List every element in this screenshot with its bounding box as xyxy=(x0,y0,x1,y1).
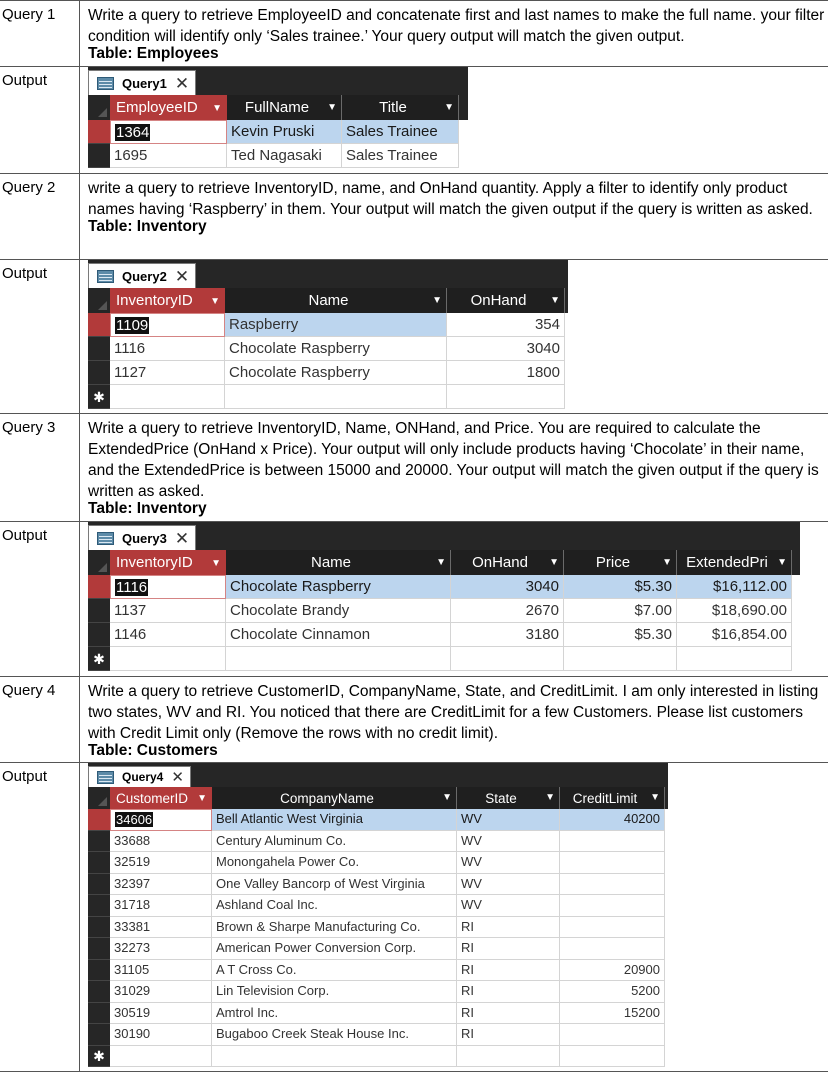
table-row[interactable] xyxy=(88,895,668,917)
record-selector[interactable] xyxy=(88,623,110,647)
cell-empty[interactable] xyxy=(110,1046,212,1068)
dropdown-arrow-icon[interactable]: ▼ xyxy=(211,558,221,569)
cell-customerid[interactable]: 32519 xyxy=(110,852,212,874)
cell-name[interactable]: Chocolate Cinnamon xyxy=(226,623,451,647)
cell-state[interactable]: RI xyxy=(457,960,560,982)
table-row[interactable] xyxy=(88,981,668,1003)
cell-name[interactable]: Chocolate Raspberry xyxy=(225,361,447,385)
cell-state[interactable]: WV xyxy=(457,809,560,831)
dropdown-arrow-icon[interactable]: ▼ xyxy=(210,296,220,307)
cell-price[interactable]: $7.00 xyxy=(564,599,677,623)
cell-companyname[interactable]: A T Cross Co. xyxy=(212,960,457,982)
cell-inventoryid[interactable]: 1146 xyxy=(110,623,226,647)
record-selector[interactable] xyxy=(88,831,110,853)
dropdown-arrow-icon[interactable]: ▼ xyxy=(432,295,442,306)
record-selector[interactable] xyxy=(88,575,110,599)
query4-row xyxy=(0,677,828,763)
table-row[interactable] xyxy=(88,1003,668,1025)
cell-customerid[interactable]: 30519 xyxy=(110,1003,212,1025)
cell-name[interactable]: Chocolate Raspberry xyxy=(225,337,447,361)
query1-header-row xyxy=(88,95,468,120)
column-header-onhand[interactable]: OnHand ▼ xyxy=(447,288,565,313)
record-selector[interactable] xyxy=(88,809,110,831)
cell-empty[interactable] xyxy=(447,385,565,409)
query1-table-name: Table: Employees xyxy=(88,45,219,62)
query3-label: Query 3 xyxy=(0,414,80,521)
cell-extendedprice[interactable]: $16,112.00 xyxy=(677,575,792,599)
table-row[interactable] xyxy=(88,831,668,853)
cell-customerid[interactable]: 33688 xyxy=(110,831,212,853)
table-row[interactable] xyxy=(88,599,800,623)
cell-state[interactable]: RI xyxy=(457,1024,560,1046)
cell-onhand[interactable]: 1800 xyxy=(447,361,565,385)
cell-fullname[interactable]: Kevin Pruski xyxy=(227,120,342,144)
cell-title[interactable]: Sales Trainee xyxy=(342,120,459,144)
record-selector[interactable] xyxy=(88,917,110,939)
query1-row xyxy=(0,1,828,67)
query2-row xyxy=(0,174,828,260)
cell-state[interactable]: RI xyxy=(457,981,560,1003)
query2-grid xyxy=(88,288,568,409)
query3-table-name: Table: Inventory xyxy=(88,500,207,517)
cell-extendedprice[interactable]: $18,690.00 xyxy=(677,599,792,623)
cell-state[interactable]: RI xyxy=(457,917,560,939)
cell-creditlimit[interactable]: 15200 xyxy=(560,1003,665,1025)
cell-creditlimit[interactable]: 5200 xyxy=(560,981,665,1003)
column-header-name[interactable]: Name ▼ xyxy=(225,288,447,313)
cell-state[interactable]: RI xyxy=(457,938,560,960)
query-icon xyxy=(97,532,114,545)
column-header-onhand[interactable]: OnHand ▼ xyxy=(451,550,564,575)
column-header-fullname[interactable]: FullName ▼ xyxy=(227,95,342,120)
table-row[interactable] xyxy=(88,337,568,361)
cell-employeeid[interactable]: 1364 xyxy=(110,120,227,144)
query2-tab-title: Query2 xyxy=(122,268,167,284)
cell-inventoryid[interactable]: 1116 xyxy=(110,575,226,599)
table-row[interactable] xyxy=(88,938,668,960)
cell-onhand[interactable]: 3180 xyxy=(451,623,564,647)
cell-state[interactable]: WV xyxy=(457,874,560,896)
cell-state[interactable]: WV xyxy=(457,895,560,917)
query2-text-cell xyxy=(80,174,828,259)
query3-row xyxy=(0,414,828,522)
query4-grid xyxy=(88,787,668,1067)
column-header-state[interactable]: State ▼ xyxy=(457,787,560,809)
dropdown-arrow-icon[interactable]: ▼ xyxy=(436,557,446,568)
cell-title[interactable]: Sales Trainee xyxy=(342,144,459,168)
query2-table-name: Table: Inventory xyxy=(88,218,207,235)
cell-name[interactable]: Raspberry xyxy=(225,313,447,337)
cell-customerid[interactable]: 34606 xyxy=(110,809,212,831)
output4-row xyxy=(0,763,828,1072)
table-row[interactable] xyxy=(88,960,668,982)
query-icon xyxy=(97,77,114,90)
cell-empty[interactable] xyxy=(564,647,677,671)
column-header-name[interactable]: Name ▼ xyxy=(226,550,451,575)
cell-employeeid[interactable]: 1695 xyxy=(110,144,227,168)
dropdown-arrow-icon[interactable]: ▼ xyxy=(212,103,222,114)
query1-datasheet xyxy=(88,67,468,168)
cell-empty[interactable] xyxy=(226,647,451,671)
cell-empty[interactable] xyxy=(225,385,447,409)
cell-empty[interactable] xyxy=(110,647,226,671)
table-row[interactable] xyxy=(88,623,800,647)
query3-text-cell xyxy=(80,414,828,521)
column-header-customerid[interactable]: CustomerID ▼ xyxy=(110,787,212,809)
column-header-inventoryid[interactable]: InventoryID ▼ xyxy=(110,288,225,313)
query4-body xyxy=(88,809,668,1046)
cell-companyname[interactable]: Bell Atlantic West Virginia xyxy=(212,809,457,831)
cell-creditlimit[interactable] xyxy=(560,938,665,960)
close-icon[interactable]: ✕ xyxy=(174,528,190,548)
cell-companyname[interactable]: Bugaboo Creek Steak House Inc. xyxy=(212,1024,457,1046)
query4-instructions: Write a query to retrieve CustomerID, CompanyName, State, and CreditLimit. I am only interested in listing two states, WV and RI. You noticed that there are CreditLimit for a few Customers. Please list customers with Credit Limit only (Remove the rows with no credit limit). xyxy=(88,683,819,742)
dropdown-arrow-icon[interactable]: ▼ xyxy=(327,102,337,113)
column-header-inventoryid[interactable]: InventoryID ▼ xyxy=(110,550,226,575)
table-row[interactable] xyxy=(88,809,668,831)
output1-cell xyxy=(80,67,828,173)
query3-grid xyxy=(88,550,800,671)
cell-empty[interactable] xyxy=(560,1046,665,1068)
output4-label: Output xyxy=(0,763,80,1071)
cell-state[interactable]: RI xyxy=(457,1003,560,1025)
close-icon[interactable]: ✕ xyxy=(174,73,190,93)
dropdown-arrow-icon[interactable]: ▼ xyxy=(197,793,207,804)
table-row[interactable] xyxy=(88,874,668,896)
record-selector[interactable] xyxy=(88,895,110,917)
cell-creditlimit[interactable]: 40200 xyxy=(560,809,665,831)
cell-inventoryid[interactable]: 1127 xyxy=(110,361,225,385)
record-selector[interactable] xyxy=(88,1024,110,1046)
dropdown-arrow-icon[interactable]: ▼ xyxy=(545,792,555,803)
cell-empty[interactable] xyxy=(677,647,792,671)
output1-label: Output xyxy=(0,67,80,173)
query-icon xyxy=(97,771,114,784)
query3-instructions: Write a query to retrieve InventoryID, Name, ONHand, and Price. You are required to calculate the ExtendedPrice (OnHand x Price). Your output will only include products having ‘Chocolate’ in their name, and the ExtendedPrice is between 15000 and 20000. Your output will match the given output if the query is written as asked. xyxy=(88,420,819,500)
select-all-corner[interactable] xyxy=(88,288,110,313)
cell-companyname[interactable]: Brown & Sharpe Manufacturing Co. xyxy=(212,917,457,939)
cell-customerid[interactable]: 32273 xyxy=(110,938,212,960)
select-all-corner[interactable] xyxy=(88,550,110,575)
query3-tab[interactable] xyxy=(88,525,196,550)
dropdown-arrow-icon[interactable]: ▼ xyxy=(777,557,787,568)
new-record-icon[interactable]: ✱ xyxy=(88,1046,110,1068)
cell-creditlimit[interactable] xyxy=(560,852,665,874)
cell-creditlimit[interactable] xyxy=(560,1024,665,1046)
cell-empty[interactable] xyxy=(451,647,564,671)
record-selector[interactable] xyxy=(88,874,110,896)
cell-price[interactable]: $5.30 xyxy=(564,623,677,647)
record-selector[interactable] xyxy=(88,1003,110,1025)
new-record-icon[interactable]: ✱ xyxy=(88,385,110,409)
cell-onhand[interactable]: 2670 xyxy=(451,599,564,623)
dropdown-arrow-icon[interactable]: ▼ xyxy=(550,295,560,306)
query4-tab[interactable] xyxy=(88,766,191,787)
dropdown-arrow-icon[interactable]: ▼ xyxy=(442,792,452,803)
query2-label: Query 2 xyxy=(0,174,80,259)
cell-empty[interactable] xyxy=(212,1046,457,1068)
query4-label: Query 4 xyxy=(0,677,80,762)
record-selector[interactable] xyxy=(88,337,110,361)
new-record-row[interactable] xyxy=(88,385,568,409)
column-header-price[interactable]: Price ▼ xyxy=(564,550,677,575)
new-record-row[interactable] xyxy=(88,1046,668,1068)
query2-header-row xyxy=(88,288,568,313)
record-selector[interactable] xyxy=(88,960,110,982)
table-row[interactable] xyxy=(88,120,468,144)
output3-cell xyxy=(80,522,828,676)
new-record-row[interactable] xyxy=(88,647,800,671)
column-header-extendedprice[interactable]: ExtendedPri ▼ xyxy=(677,550,792,575)
query2-datasheet xyxy=(88,260,568,409)
query-icon xyxy=(97,270,114,283)
record-selector[interactable] xyxy=(88,599,110,623)
cell-customerid[interactable]: 31105 xyxy=(110,960,212,982)
query4-table-name: Table: Customers xyxy=(88,742,218,759)
output3-row xyxy=(0,522,828,677)
cell-creditlimit[interactable]: 20900 xyxy=(560,960,665,982)
query1-text-cell xyxy=(80,1,828,66)
cell-companyname[interactable]: Ashland Coal Inc. xyxy=(212,895,457,917)
cell-companyname[interactable]: American Power Conversion Corp. xyxy=(212,938,457,960)
column-header-title[interactable]: Title ▼ xyxy=(342,95,459,120)
cell-creditlimit[interactable] xyxy=(560,895,665,917)
table-row[interactable] xyxy=(88,917,668,939)
table-row[interactable] xyxy=(88,575,800,599)
cell-companyname[interactable]: Monongahela Power Co. xyxy=(212,852,457,874)
table-row[interactable] xyxy=(88,361,568,385)
cell-creditlimit[interactable] xyxy=(560,874,665,896)
record-selector[interactable] xyxy=(88,144,110,168)
cell-customerid[interactable]: 32397 xyxy=(110,874,212,896)
query2-tab[interactable] xyxy=(88,263,196,288)
cell-fullname[interactable]: Ted Nagasaki xyxy=(227,144,342,168)
record-selector[interactable] xyxy=(88,313,110,337)
close-icon[interactable]: ✕ xyxy=(174,266,190,286)
cell-companyname[interactable]: Century Aluminum Co. xyxy=(212,831,457,853)
query4-tab-title: Query4 xyxy=(122,769,164,784)
dropdown-arrow-icon[interactable]: ▼ xyxy=(662,557,672,568)
cell-inventoryid[interactable]: 1109 xyxy=(110,313,225,337)
cell-companyname[interactable]: Lin Television Corp. xyxy=(212,981,457,1003)
select-all-corner[interactable] xyxy=(88,787,110,809)
cell-empty[interactable] xyxy=(110,385,225,409)
record-selector[interactable] xyxy=(88,852,110,874)
query4-tab-strip xyxy=(88,763,668,787)
dropdown-arrow-icon[interactable]: ▼ xyxy=(650,792,660,803)
cell-state[interactable]: WV xyxy=(457,852,560,874)
query4-text-cell xyxy=(80,677,828,762)
column-header-companyname[interactable]: CompanyName ▼ xyxy=(212,787,457,809)
cell-creditlimit[interactable] xyxy=(560,831,665,853)
record-selector[interactable] xyxy=(88,938,110,960)
record-selector[interactable] xyxy=(88,981,110,1003)
query1-tab-title: Query1 xyxy=(122,75,167,91)
cell-price[interactable]: $5.30 xyxy=(564,575,677,599)
query1-label: Query 1 xyxy=(0,1,80,66)
query3-datasheet xyxy=(88,522,800,671)
record-selector[interactable] xyxy=(88,120,110,144)
cell-creditlimit[interactable] xyxy=(560,917,665,939)
output1-row xyxy=(0,67,828,174)
query1-instructions: Write a query to retrieve EmployeeID and concatenate first and last names to make the full name. your filter condition will identify only ‘Sales trainee.’ Your query output will match the given output. xyxy=(88,7,825,45)
record-selector[interactable] xyxy=(88,361,110,385)
output2-label: Output xyxy=(0,260,80,413)
query4-header-row xyxy=(88,787,668,809)
output2-row xyxy=(0,260,828,414)
cell-inventoryid[interactable]: 1137 xyxy=(110,599,226,623)
query1-tab[interactable] xyxy=(88,70,196,95)
cell-onhand[interactable]: 3040 xyxy=(451,575,564,599)
cell-customerid[interactable]: 30190 xyxy=(110,1024,212,1046)
table-row[interactable] xyxy=(88,144,468,168)
cell-inventoryid[interactable]: 1116 xyxy=(110,337,225,361)
cell-state[interactable]: WV xyxy=(457,831,560,853)
query3-tab-title: Query3 xyxy=(122,530,167,546)
output4-cell xyxy=(80,763,828,1071)
dropdown-arrow-icon[interactable]: ▼ xyxy=(444,102,454,113)
query4-datasheet xyxy=(88,763,668,1067)
close-icon[interactable]: ✕ xyxy=(171,768,184,786)
cell-empty[interactable] xyxy=(457,1046,560,1068)
cell-name[interactable]: Chocolate Raspberry xyxy=(226,575,451,599)
select-all-corner[interactable] xyxy=(88,95,110,120)
output2-cell xyxy=(80,260,828,413)
cell-customerid[interactable]: 31718 xyxy=(110,895,212,917)
cell-customerid[interactable]: 31029 xyxy=(110,981,212,1003)
query1-grid xyxy=(88,95,468,168)
column-header-employeeid[interactable]: EmployeeID ▼ xyxy=(110,95,227,120)
cell-onhand[interactable]: 3040 xyxy=(447,337,565,361)
cell-extendedprice[interactable]: $16,854.00 xyxy=(677,623,792,647)
column-header-creditlimit[interactable]: CreditLimit ▼ xyxy=(560,787,665,809)
cell-name[interactable]: Chocolate Brandy xyxy=(226,599,451,623)
output3-label: Output xyxy=(0,522,80,676)
new-record-icon[interactable]: ✱ xyxy=(88,647,110,671)
query1-tab-strip xyxy=(88,67,468,95)
table-row[interactable] xyxy=(88,1024,668,1046)
table-row[interactable] xyxy=(88,313,568,337)
cell-customerid[interactable]: 33381 xyxy=(110,917,212,939)
dropdown-arrow-icon[interactable]: ▼ xyxy=(549,557,559,568)
cell-companyname[interactable]: One Valley Bancorp of West Virginia xyxy=(212,874,457,896)
cell-companyname[interactable]: Amtrol Inc. xyxy=(212,1003,457,1025)
query3-tab-strip xyxy=(88,522,800,550)
query2-tab-strip xyxy=(88,260,568,288)
cell-onhand[interactable]: 354 xyxy=(447,313,565,337)
query3-header-row xyxy=(88,550,800,575)
table-row[interactable] xyxy=(88,852,668,874)
query2-instructions: write a query to retrieve InventoryID, name, and OnHand quantity. Apply a filter to identify only product names having ‘Raspberry’ in them. Your output will match the given output if the query is written as asked. xyxy=(88,180,813,218)
